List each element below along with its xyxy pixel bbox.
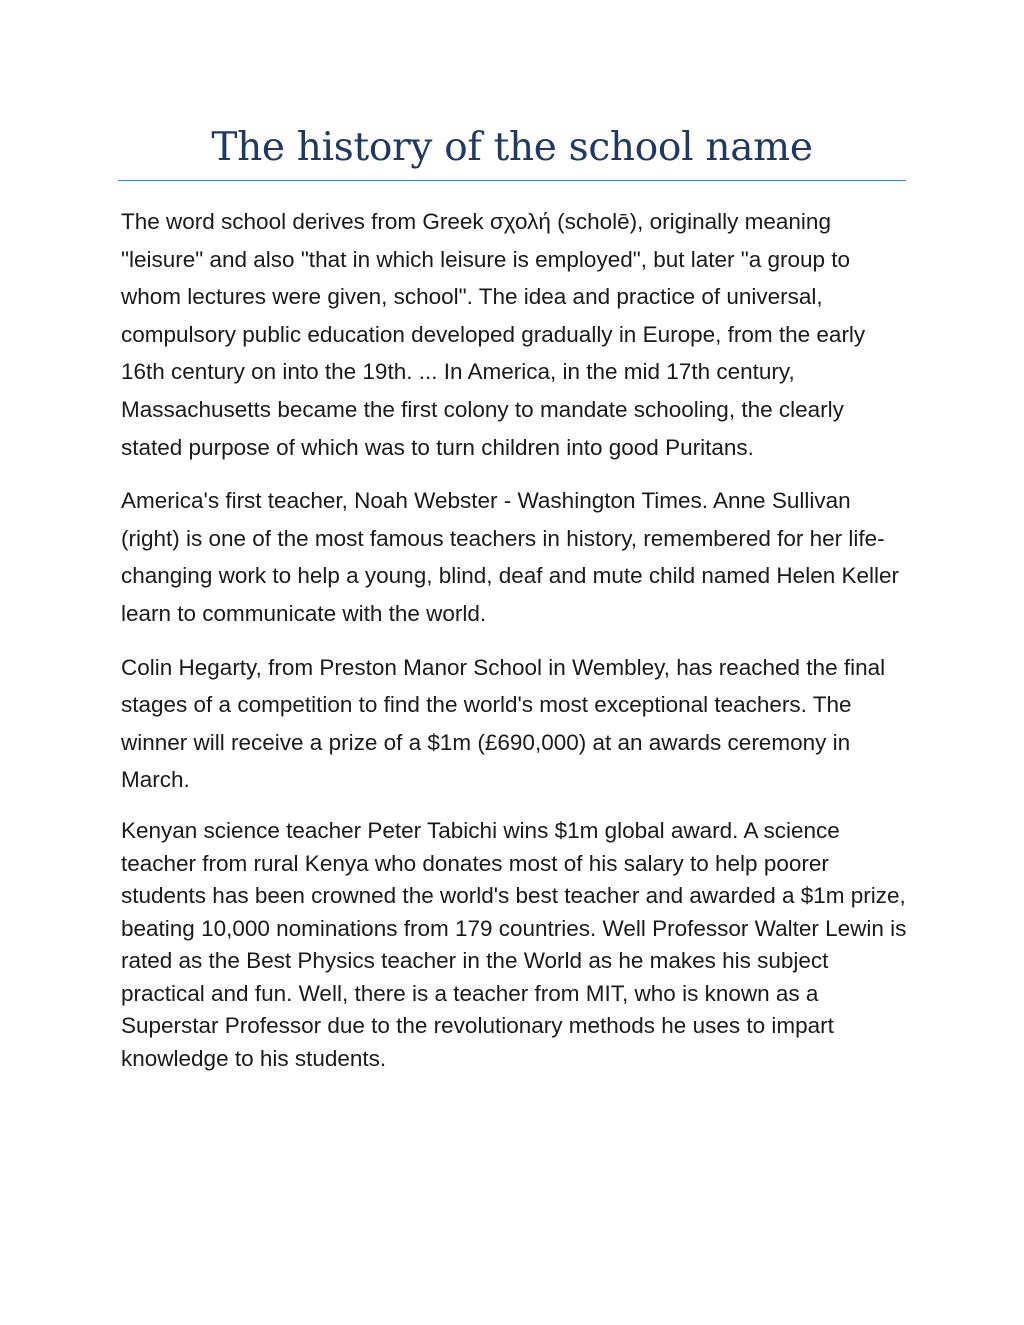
document-body <box>121 203 911 1092</box>
paragraph-colin-hegarty: Colin Hegarty, from Preston Manor School in Wembley, has reached the final stages of a competition to find the world's most exceptional teachers. The winner will receive a prize of a $1m (£690,000) at an awards ceremony in March. <box>121 654 886 793</box>
title-block <box>118 118 906 181</box>
paragraph-school-etymology: The word school derives from Greek σχολή (scholē), originally meaning "leisure" and also "that in which leisure is employed", but later "a group to whom lectures were given, school". The idea and practice of universal, compulsory public education developed gradually in Europe, from the early 16th century on into the 19th. ... In America, in the mid 17th century, Massachusetts became the first colony to mandate schooling, the clearly stated purpose of which was to turn children into good Puritans. <box>121 209 866 460</box>
paragraph-famous-teachers: America's first teacher, Noah Webster - Washington Times. Anne Sullivan (right) is one of the most famous teachers in history, remembered for her life-changing work to help a young, blind, deaf and mute child named Helen Keller learn to communicate with the world. <box>121 488 899 626</box>
page-title: The history of the school name <box>211 125 813 170</box>
paragraph-global-award: Kenyan science teacher Peter Tabichi wins $1m global award. A science teacher from rural Kenya who donates most of his salary to help poorer students has been crowned the world's best teacher and awarded a $1m prize, beating 10,000 nominations from 179 countries. Well Professor Walter Lewin is rated as the Best Physics teacher in the World as he makes his subject practical and fun. Well, there is a teacher from MIT, who is known as a Superstar Professor due to the revolutionary methods he uses to impart knowledge to his students. <box>121 817 907 1072</box>
